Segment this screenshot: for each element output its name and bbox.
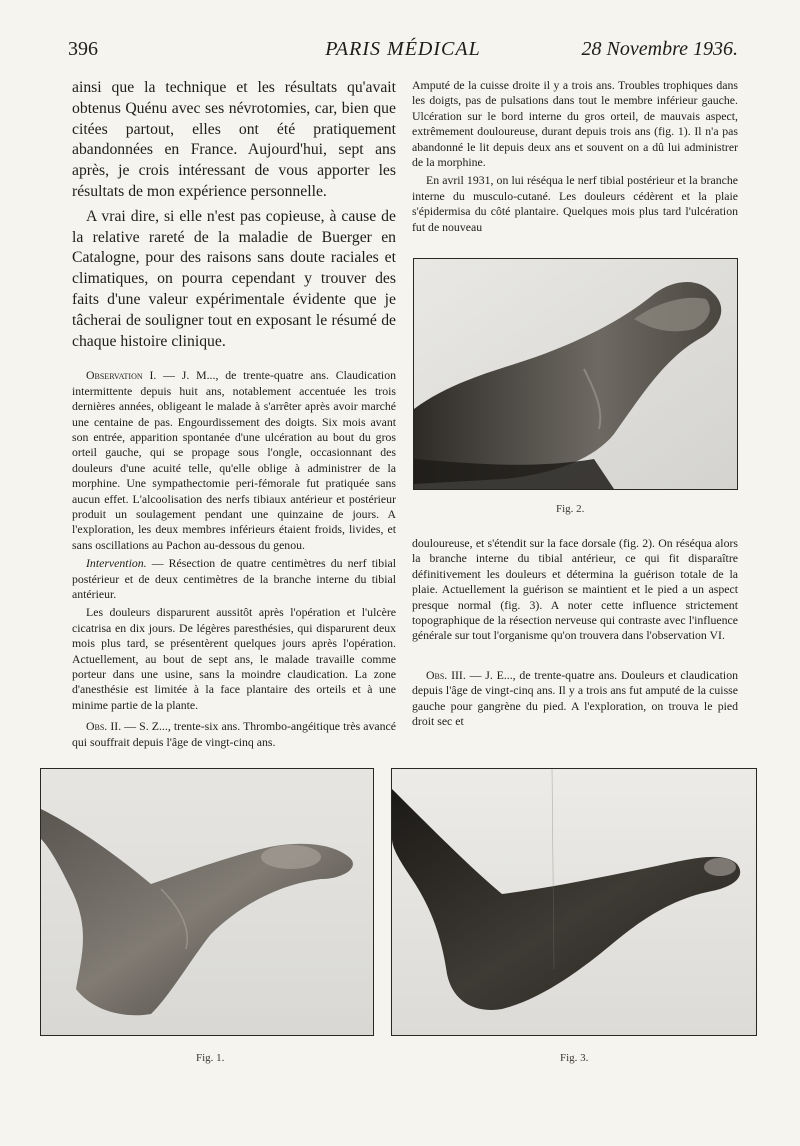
figure-1-photo [40, 768, 374, 1036]
observation-1-text: — J. M..., de trente-quatre ans. Claudication intermittente depuis huit ans, notablement accentuée les trois dernières années, obligeant le malade à s'arrêter après avoir marché une centaine de pas. Engourdissement des doigts. Six mois avant son entrée, apparition spontanée d'une ulcération au bout du gros orteil gauche, qui se propage sous l'ongle, occasionnant des douleurs d'une acuité telle, qu'elle oblige à administrer de la morphine. Une sympathectomie peri-fémorale fut pratiquée sans aucun effet. L'alcoolisation des nerfs tibiaux antérieur et postérieur produit un soulagement pendant une quinzaine de jours. A l'exploration, les deux membres inférieurs étaient froids, livides, et sans oscillations au Pachon au-dessous du genou. [72, 368, 396, 552]
observation-2-start [72, 719, 396, 750]
figure-2-caption: Fig. 2. [556, 503, 585, 515]
observation-2-surgery: En avril 1931, on lui réséqua le nerf tibial postérieur et la branche interne du musculo-cutané. Les douleurs cédèrent et la plaie s'épidermisa du côté plantaire. Quelques mois plus tard l'ulcération fut de nouveau [412, 173, 738, 234]
foot-healed-icon [392, 769, 756, 1035]
observation-2-label: Obs. II. [86, 719, 122, 734]
observation-3 [412, 668, 738, 730]
right-column-lower [412, 536, 738, 729]
foot-ulcer-dorsal-icon [414, 259, 737, 489]
observation-3-text: — J. E..., de trente-quatre ans. Douleurs et claudication depuis l'âge de vingt-cinq ans. Il y a trois ans fut amputé de la cuisse gauche pour gangrène du pied. A l'exploration, on trouva le pied droit sec et [412, 667, 739, 729]
intro-paragraph-2: A vrai dire, si elle n'est pas copieuse, à cause de la relative rareté de la maladie de Buerger en Catalogne, pour des raisons sans doute raciales et climatiques, on pourra cependant y trouver des faits d'une valeur expérimentale évidente que je tâcherai de souligner tout en exposant le résumé de chaque histoire clinique. [72, 207, 396, 350]
observation-1-result: Les douleurs disparurent aussitôt après l'opération et l'ulcère cicatrisa en dix jours. De légères paresthésies, qui disparurent deux mois plus tard, se présentèrent quelques jours après l'opération. Actuellement, au bout de sept ans, le malade travaille comme porteur dans une usine, sans la moindre claudication. La zone d'anesthésie est limitée à la face plantaire des orteils et à une minime partie de la plante. [72, 605, 396, 712]
right-column-upper [412, 78, 738, 235]
page-number: 396 [68, 38, 98, 60]
observation-2-continued: Amputé de la cuisse droite il y a trois ans. Troubles trophiques dans les doigts, pas de pulsations dans tout le membre inférieur gauche. Ulcération sur le bord interne du gros orteil, de mauvais aspect, extrêmement douloureuse, durant depuis trois ans (fig. 1). Il n'a pas abandonné le lit depuis deux ans et souvent on a dû lui administrer de la morphine. [412, 78, 738, 170]
foot-ulcer-toe-icon [41, 769, 373, 1035]
figure-1-caption: Fig. 1. [196, 1052, 225, 1064]
intervention-label: Intervention. [86, 556, 147, 571]
journal-title: PARIS MÉDICAL [325, 38, 481, 60]
figure-3-caption: Fig. 3. [560, 1052, 589, 1064]
observation-1 [72, 368, 396, 553]
figure-3-photo [391, 768, 757, 1036]
observation-3-label: Obs. III. [426, 667, 466, 682]
page-header [68, 38, 738, 66]
figure-2-photo [413, 258, 738, 490]
intervention-paragraph [72, 556, 396, 602]
intervention-text: — Résection de quatre centimètres du nerf tibial postérieur et de deux centimètres de la branche interne du tibial antérieur. [72, 556, 396, 602]
left-column [72, 78, 396, 750]
observation-2-text: — S. Z..., trente-six ans. Thrombo-angéitique très avancé qui souffrait depuis l'âge de vingt-cinq ans. [72, 719, 397, 749]
observation-2-after-figure: douloureuse, et s'étendit sur la face dorsale (fig. 2). On réséqua alors la branche interne du tibial antérieur, ce qui fit disparaître définitivement les douleurs et détermina la guérison totale de la plaie. Actuellement la guérison se maintient et le pied a un aspect presque normal (fig. 3). A noter cette influence strictement topographique de la résection nerveuse qui contraste avec l'influence générale sur tout l'organisme qu'on trouvera dans l'observation VI. [412, 536, 738, 643]
issue-date: 28 Novembre 1936. [581, 38, 738, 60]
observation-1-label: Observation I. [86, 368, 157, 383]
intro-paragraph-1: ainsi que la technique et les résultats qu'avait obtenus Quénu avec ses névrotomies, car, bien que citées partout, elles ont été pratiquement abandonnées en France. Aujourd'hui, sept ans après, je crois intéressant de vous apporter les résultats de mon expérience personnelle. [72, 79, 396, 200]
